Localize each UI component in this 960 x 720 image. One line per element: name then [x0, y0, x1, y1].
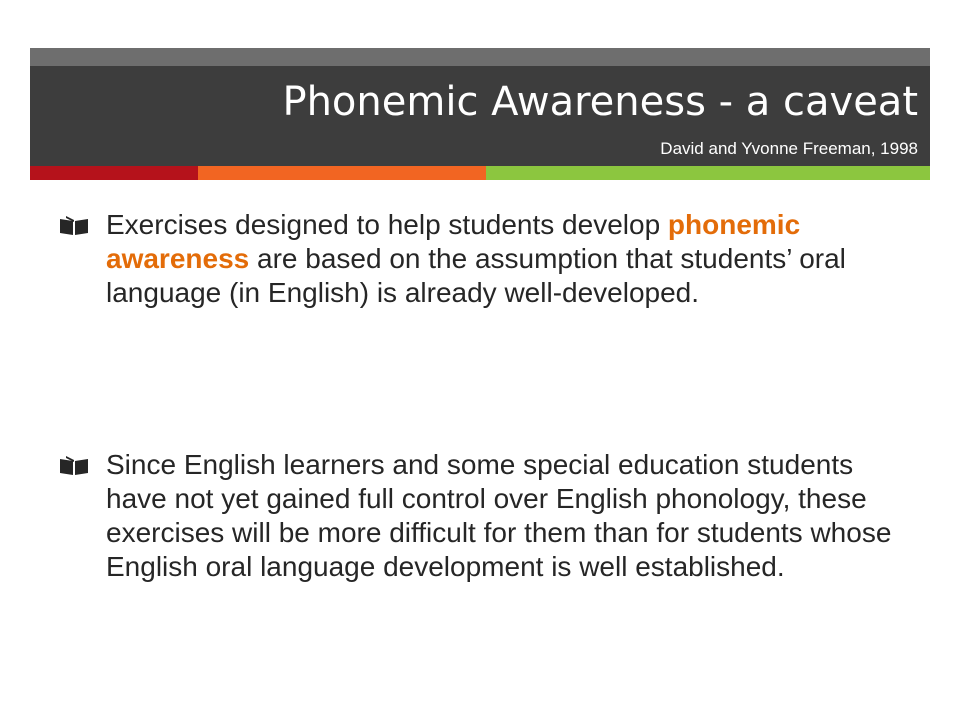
bullet-text-part: are based on the assumption that students’ oral language (in English) is already well-developed. — [106, 243, 846, 308]
slide-title: Phonemic Awareness - a caveat — [282, 79, 918, 125]
title-band — [30, 66, 930, 166]
bullet-text-2: Since English learners and some special education students have not yet gained full control over English phonology, these exercises will be more difficult for them than for students whose English oral language development is well established. — [106, 449, 892, 582]
book-icon — [58, 216, 90, 236]
slide-subtitle: David and Yvonne Freeman, 1998 — [660, 139, 918, 158]
bullet-text-1 — [106, 208, 898, 310]
bullet-text-part: Exercises designed to help students develop — [106, 209, 668, 240]
bullet-item-2 — [58, 448, 898, 584]
accent-stripe-green — [486, 166, 930, 180]
accent-stripe-red — [30, 166, 198, 180]
accent-stripe-orange — [198, 166, 486, 180]
book-icon — [58, 456, 90, 476]
bullet-item-1 — [58, 208, 898, 310]
title-band-top — [30, 48, 930, 66]
highlighted-term: phonemic awareness — [106, 209, 801, 274]
